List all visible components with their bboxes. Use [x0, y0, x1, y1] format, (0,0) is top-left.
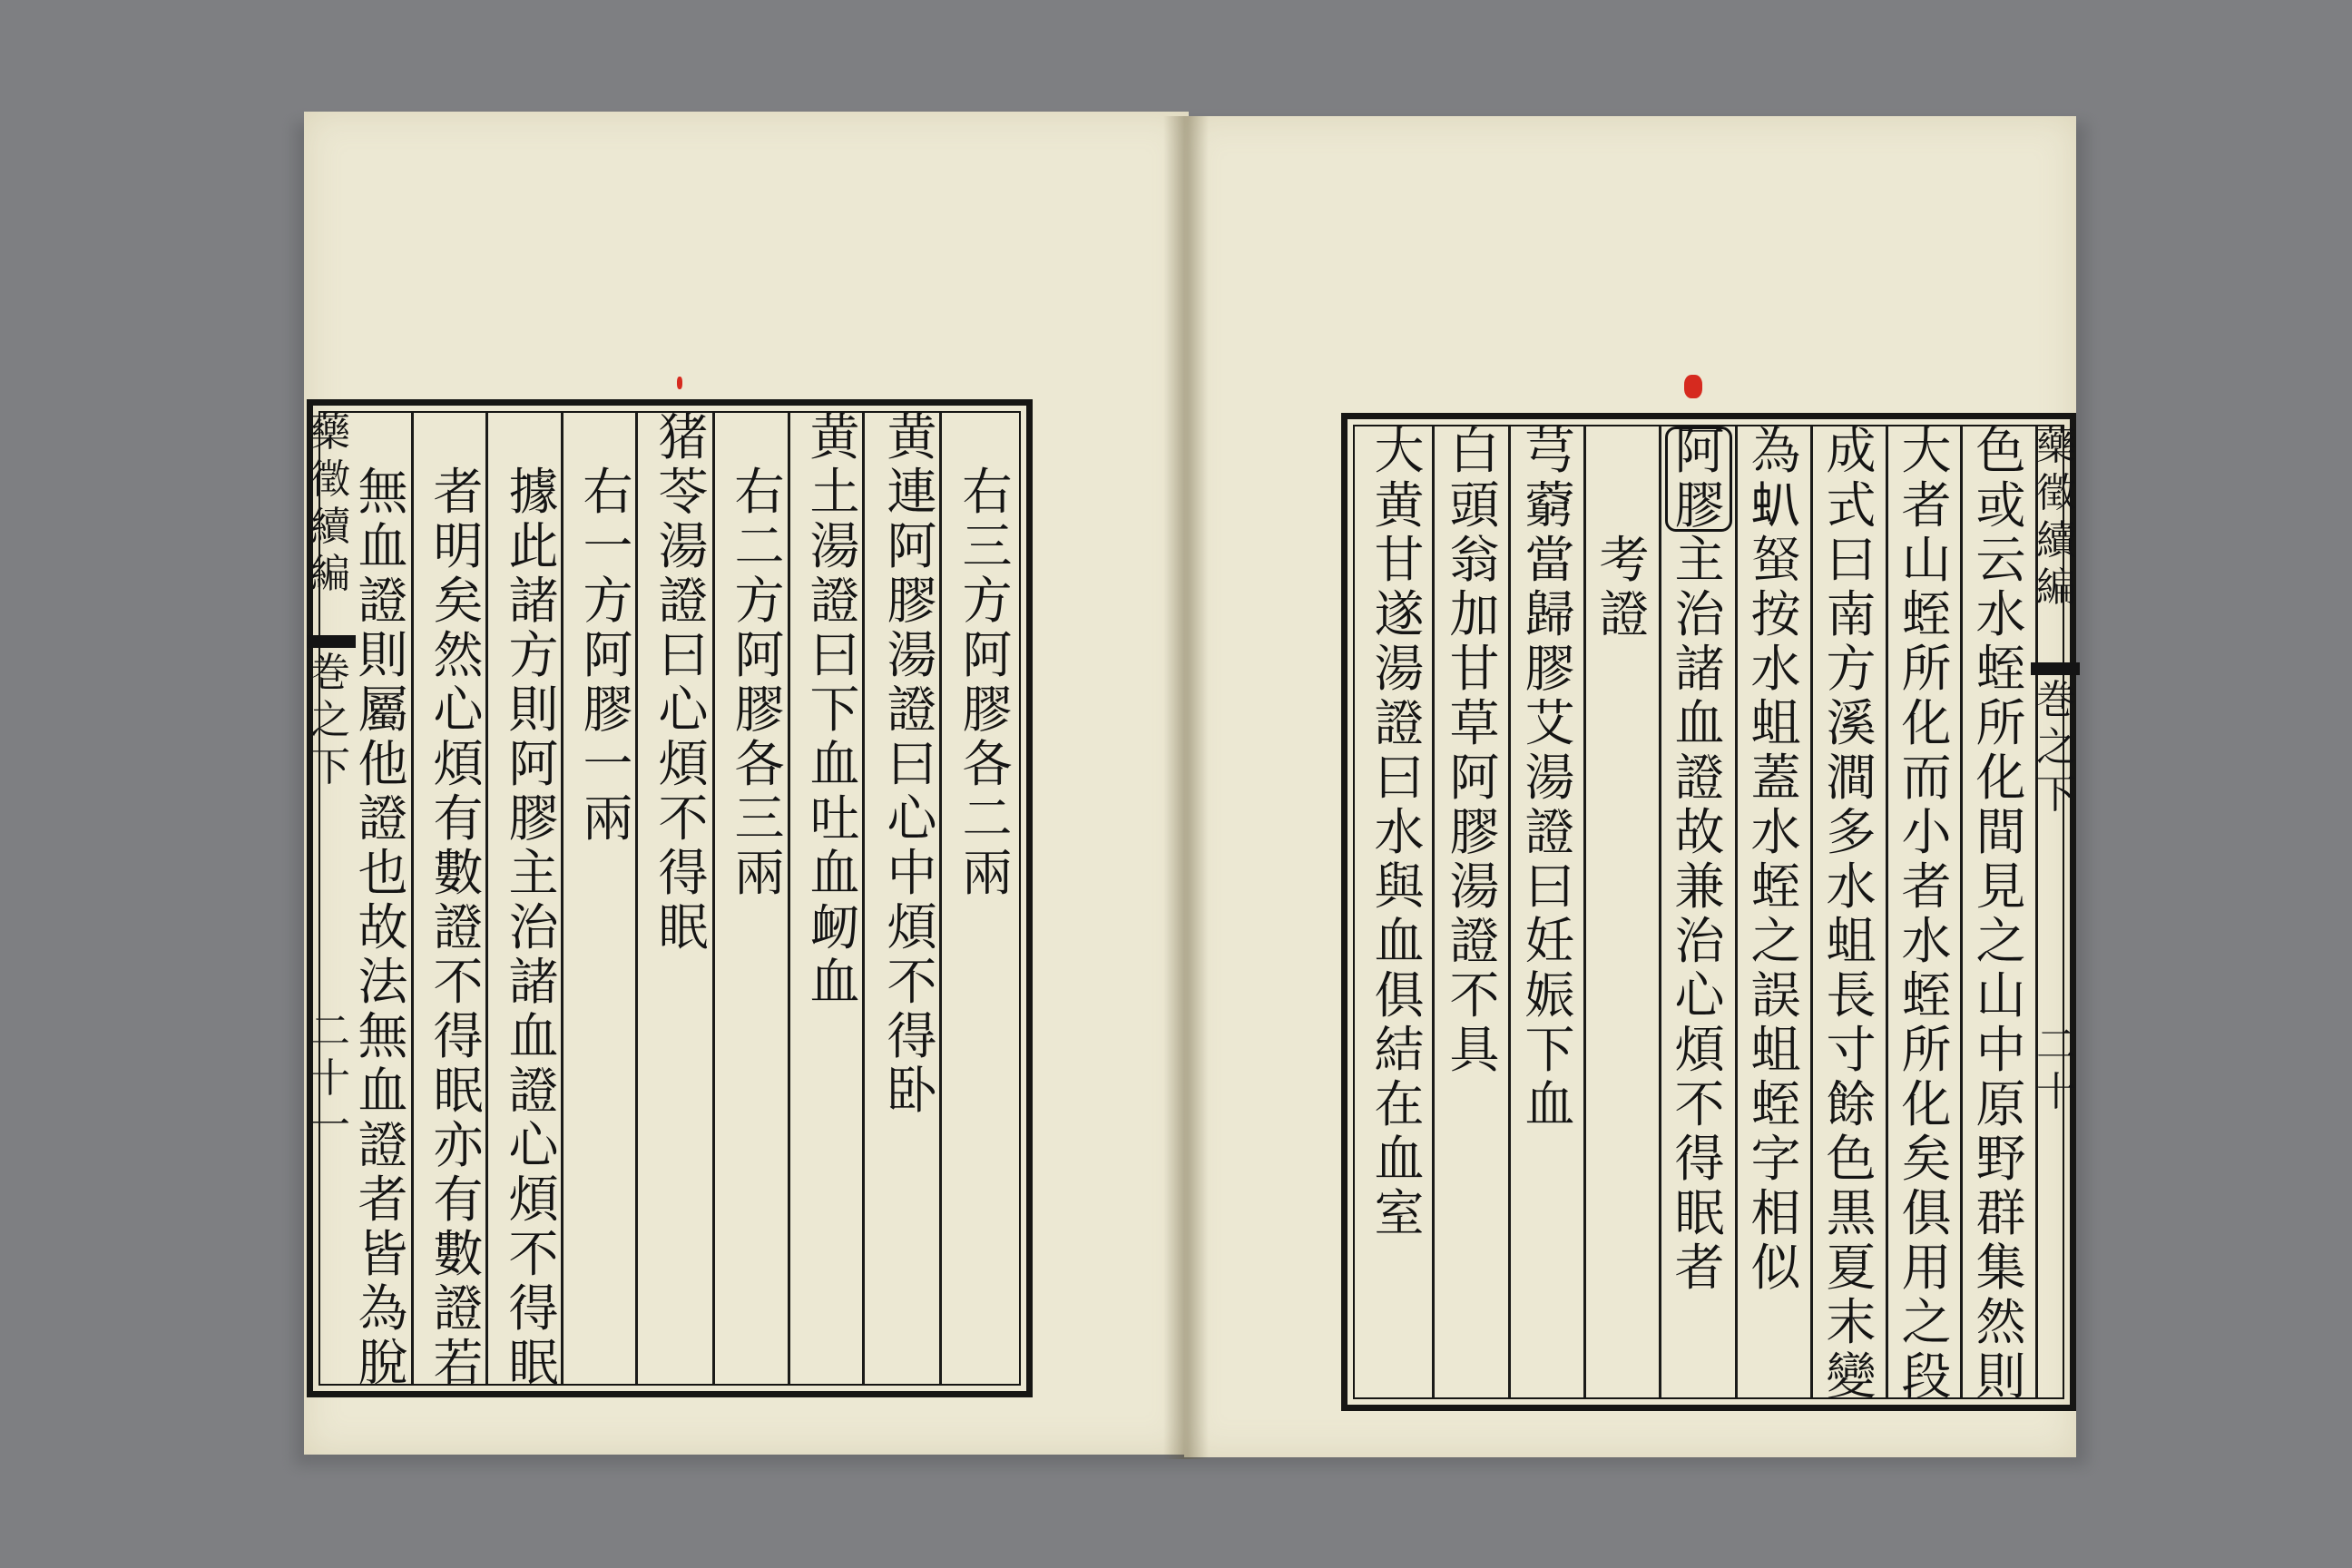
right-text-column-3: 成 式 曰 南 方 溪 澗 多 水 蛆 長 寸 餘 色 黒 夏 末 變 — [1826, 422, 1877, 1406]
right-text-column-6: 芎 藭 當 歸 膠 艾 湯 證 曰 妊 娠 下 血 — [1524, 422, 1575, 1133]
right-text-column-7: 白 頭 翁 加 甘 草 阿 膠 湯 證 不 具 — [1449, 422, 1500, 1079]
left-margin-volume: 巻 之 下 — [310, 650, 350, 790]
left-text-column-9: 無 血 證 則 屬 他 證 也 故 法 無 血 證 者 皆 為 脫 — [358, 463, 408, 1392]
left-margin-folio: 二 十 一 — [310, 1008, 350, 1149]
right-heading-kaozheng: 考 證 — [1599, 531, 1650, 643]
left-text-column-6: 右 一 方 阿 膠 一 兩 — [583, 463, 633, 848]
red-ink-mark — [677, 377, 682, 389]
right-margin-folio: 二 十 — [2036, 1022, 2076, 1115]
left-margin-title: 藥 徵 續 編 — [310, 409, 350, 597]
right-text-column-5: 主 治 諸 血 證 故 兼 治 心 煩 不 得 眠 者 — [1674, 531, 1725, 1297]
right-heading-ajiao: 阿 膠 — [1674, 422, 1725, 534]
right-fishtail-mark — [2031, 662, 2080, 675]
left-text-column-3: 黄 土 湯 證 曰 下 血 吐 血 衂 血 — [809, 408, 860, 1011]
book-gutter — [1163, 116, 1209, 1459]
left-text-column-2: 黄 連 阿 膠 湯 證 曰 心 中 煩 不 得 卧 — [887, 408, 937, 1120]
right-text-column-8: 大 黄 甘 遂 湯 證 曰 水 與 血 俱 結 在 血 室 — [1374, 422, 1425, 1242]
right-text-column-2: 大 者 山 蛭 所 化 而 小 者 水 蛭 所 化 矣 俱 用 之 段 — [1901, 422, 1952, 1406]
left-text-column-4: 右 二 方 阿 膠 各 三 兩 — [734, 463, 785, 902]
left-text-column-5: 猪 苓 湯 證 曰 心 煩 不 得 眠 — [658, 408, 709, 956]
left-text-column-7: 據 此 諸 方 則 阿 膠 主 治 諸 血 證 心 煩 不 得 眠 — [508, 463, 559, 1392]
right-margin-title: 藥 徵 續 編 — [2036, 423, 2076, 611]
left-text-column-1: 右 三 方 阿 膠 各 二 兩 — [962, 463, 1013, 902]
red-ink-mark — [1684, 375, 1702, 398]
left-text-column-8: 者 明 矣 然 心 煩 有 數 證 不 得 眠 亦 有 數 證 若 — [433, 463, 484, 1392]
right-margin-volume: 巻 之 下 — [2036, 677, 2076, 818]
right-text-column-4: 為 𧈢 𧉭 按 水 蛆 蓋 水 蛭 之 誤 蛆 蛭 字 相 似 — [1750, 422, 1801, 1297]
right-text-column-1: 色 或 云 水 蛭 所 化 間 見 之 山 中 原 野 群 集 然 則 — [1975, 422, 2026, 1406]
